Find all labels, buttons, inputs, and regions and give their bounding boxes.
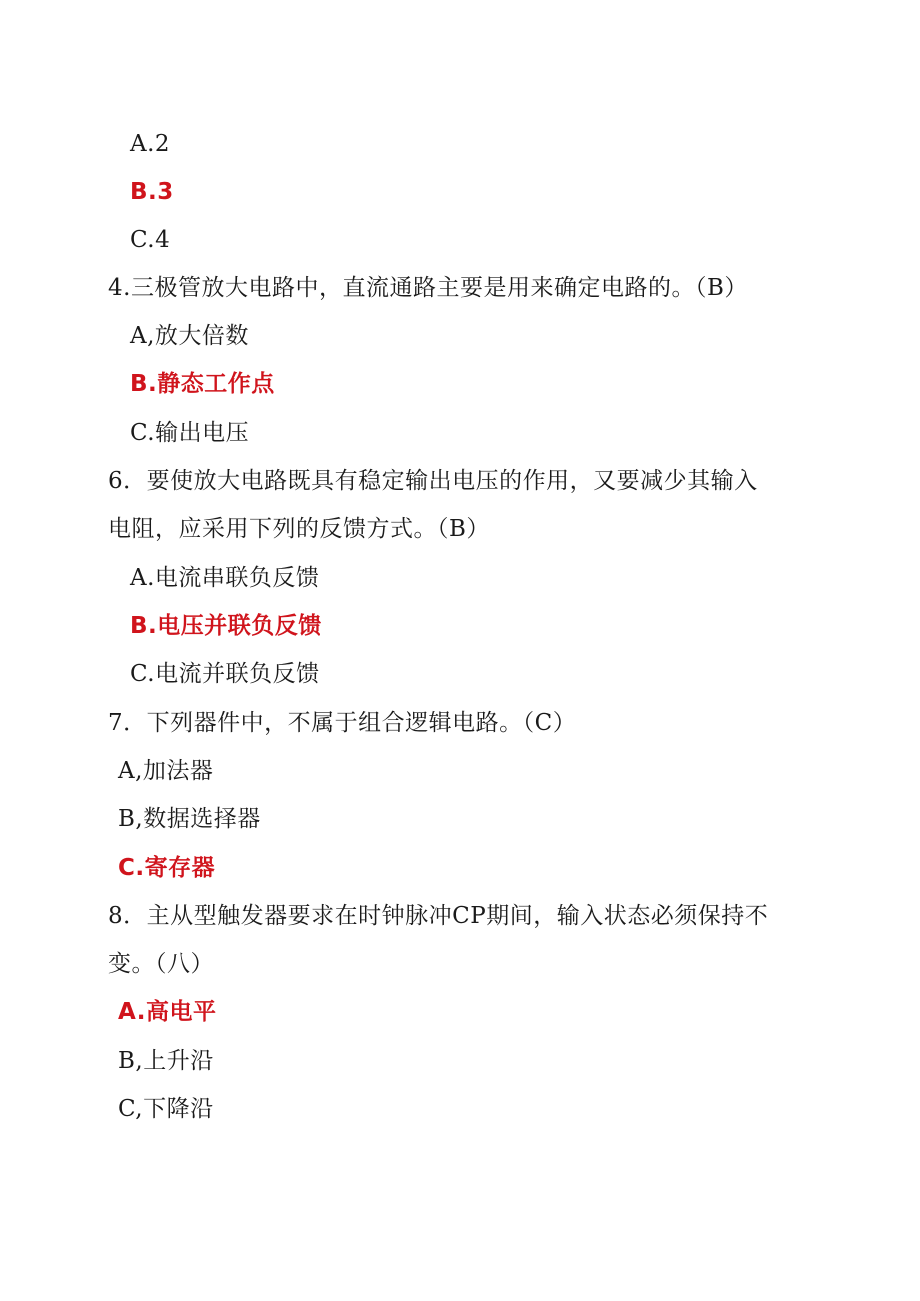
q4-stem: 4.三极管放大电路中，直流通路主要是用来确定电路的。（B） [108, 275, 748, 301]
q4-option-b-answer: B.静态工作点 [130, 371, 275, 397]
q8-option-c: C,下降沿 [118, 1096, 214, 1122]
q8-option-b: B,上升沿 [118, 1048, 214, 1074]
q3-option-c: C.4 [130, 227, 171, 253]
q8-option-a-answer: A.高电平 [118, 999, 217, 1025]
q6-stem-line2: 电阻，应采用下列的反馈方式。（B） [108, 516, 490, 542]
q7-stem: 7．下列器件中，不属于组合逻辑电路。（C） [108, 710, 577, 736]
q7-option-b: B,数据选择器 [118, 806, 261, 832]
q7-option-c-answer: C.寄存器 [118, 855, 216, 881]
q6-option-a: A.电流串联负反馈 [130, 565, 320, 591]
q3-option-b-answer: B.3 [130, 179, 174, 205]
q4-option-a: A,放大倍数 [130, 323, 249, 349]
q6-option-b-answer: B.电压并联负反馈 [130, 613, 322, 639]
q7-option-a: A,加法器 [118, 758, 214, 784]
q8-stem-line2: 变。（八） [108, 951, 214, 977]
q4-option-c: C.输出电压 [130, 420, 250, 446]
q8-stem-line1: 8．主从型触发器要求在时钟脉冲CP期间，输入状态必须保持不 [108, 903, 769, 929]
q6-option-c: C.电流并联负反馈 [130, 661, 320, 687]
q3-option-a: A.2 [130, 131, 171, 157]
q6-stem-line1: 6．要使放大电路既具有稳定输出电压的作用，又要减少其输入 [108, 468, 758, 494]
